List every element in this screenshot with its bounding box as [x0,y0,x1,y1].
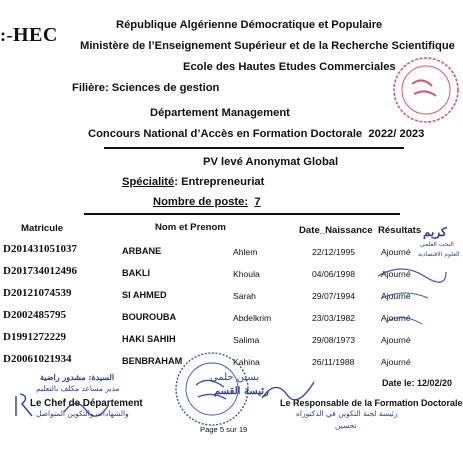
contest-line: Concours National d’Accès en Formation Doctorale 2022/ 2023 [88,128,425,140]
row-date: 29/07/1994 [312,291,356,301]
header-divider [104,147,404,149]
postes-line: Nombre de poste: 7 [153,196,261,208]
republic-line: République Algérienne Démocratique et Populaire [116,19,383,31]
row-matricule: D201431051037 [3,243,77,255]
col-header-resultats: Résultats [378,225,422,236]
left-signature [8,388,48,428]
filiere-line: Filière: Sciences de gestion [72,82,220,94]
row-resultat: Ajourné [381,335,411,345]
row-prenom: Abdelkrim [233,313,272,323]
stamp-scribble [412,80,436,96]
signature-stroke [386,317,422,324]
col-header-date: Date_Naissance [299,225,373,236]
signature-stroke [378,269,446,282]
row-resultat: Ajourné [381,313,411,323]
center-stamp-text-1: بسين حلمي [210,372,260,383]
stamp-ring-inner [402,66,450,114]
center-stamp-text-2: رئيسة القسم [214,386,269,397]
row-date: 22/12/1995 [312,247,356,257]
row-matricule: D201734012496 [3,265,77,277]
pv-title: PV levé Anonymat Global [203,156,339,168]
row-nom: BENBRAHAM [122,356,183,366]
row-nom: BAKLI [122,268,151,278]
row-matricule: D2002485795 [3,309,66,321]
right-bottom-text-1: رئيسة لجنة التكوين في الدكتوراه [296,409,398,418]
row-nom: HAKI SAHIH [122,334,176,344]
school-line: Ecole des Hautes Etudes Commerciales [183,61,396,73]
row-nom: ARBANE [122,246,162,256]
center-signature [258,372,320,408]
department-line: Département Management [150,107,290,119]
row-resultat: Ajourné [381,291,411,301]
handwritten-right-sub: البحث العلمي [420,241,454,248]
left-stamp-text-3: والشهادات والتكوين المتواصل [36,409,129,418]
red-stamp [378,52,450,132]
left-stamp-text-1: السيدة: مشدور راضية [40,372,115,382]
signature-stroke [16,394,32,416]
page-number: Page 5 sur 19 [200,425,248,434]
ministry-line: Ministère de l’Enseignement Supérieur et de la Recherche Scientifique [80,40,455,52]
row-matricule: D20061021934 [3,353,72,365]
row-matricule: D1991272229 [3,331,66,343]
handwritten-right-top: كريم [423,225,447,239]
col-header-matricule: Matricule [21,223,64,234]
row-prenom: Ahlem [233,247,258,257]
row-matricule: D20121074539 [3,287,72,299]
blue-signature-right [372,242,450,352]
col-header-nom: Nom et Prenom [155,222,226,233]
signature-stroke [262,382,314,400]
specialite-line: Spécialité: Entrepreneuriat [122,176,265,188]
signature-stroke [382,293,428,298]
row-prenom: Sarah [233,291,256,301]
row-nom: SI AHMED [122,290,167,300]
date-line: Date le: 12/02/20 [382,378,453,388]
row-prenom: Khoula [233,269,260,279]
chef-departement: Le Chef de Département [30,398,143,409]
table-top-divider [84,213,400,215]
row-prenom: Kahina [233,357,260,367]
row-date: 23/03/1982 [312,313,356,323]
row-resultat: Ajourné [381,269,411,279]
row-resultat: Ajourné [381,247,411,257]
hec-logo: :-HEC [0,24,58,46]
row-date: 29/08/1973 [312,335,356,345]
stamp-ring-outer [394,58,458,122]
row-nom: BOUROUBA [122,312,177,322]
row-resultat: Ajourné [381,357,411,367]
responsable-formation: Le Responsable de la Formation Doctorale [280,398,463,408]
signature-stroke [64,403,108,416]
left-signature-scribble [60,392,120,420]
row-date: 26/11/1988 [312,357,355,367]
row-date: 04/06/1998 [312,269,356,279]
right-bottom-text-2: تحسين [335,421,357,430]
left-stamp-text-2: مدير مساعد مكلف بالتعليم [36,384,120,393]
row-prenom: Salima [233,335,260,345]
handwritten-right-sub2: العلوم الاقتصادية [418,251,460,258]
